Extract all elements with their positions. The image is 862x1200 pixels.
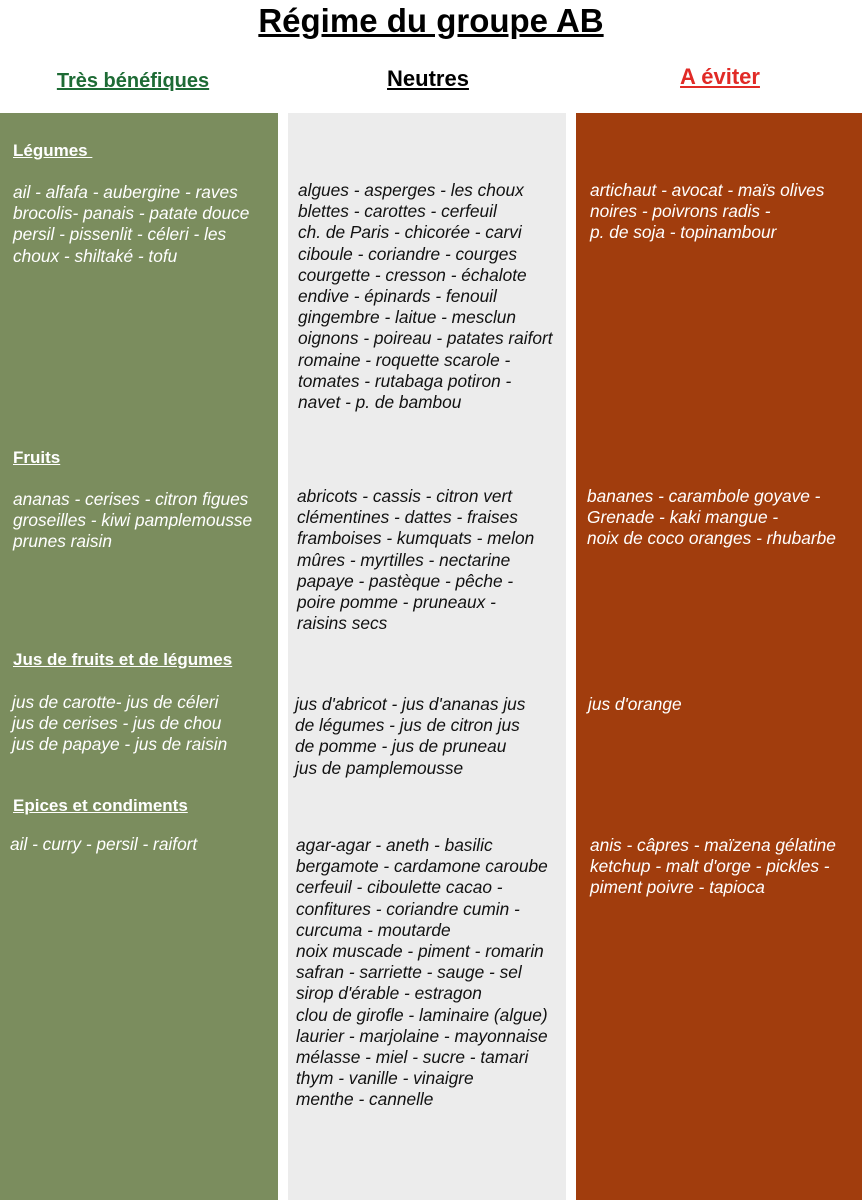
jus-avoid-list: jus d'orange xyxy=(588,694,682,714)
epices-avoid-list: anis - câpres - maïzena gélatine ketchup - malt d'orge - pickles - piment poivre - tapioca xyxy=(590,835,836,898)
fruits-neutral-list: abricots - cassis - citron vert clémentines - dattes - fraises framboises - kumquats - melon mûres - myrtilles - nectarine papaye - pastèque - pêche - poire pomme - pruneaux - raisins secs xyxy=(297,486,535,634)
column-header-avoid: A éviter xyxy=(680,64,760,89)
section-heading-jus: Jus de fruits et de légumes xyxy=(13,650,233,669)
page-title: Régime du groupe AB xyxy=(258,2,604,39)
epices-beneficial-list: ail - curry - persil - raifort xyxy=(10,834,198,854)
jus-neutral-list: jus d'abricot - jus d'ananas jus de légumes - jus de citron jus de pomme - jus de pruneau jus de pamplemousse xyxy=(295,694,526,778)
legumes-avoid-list: artichaut - avocat - maïs olives noires - poivrons radis - p. de soja - topinambour xyxy=(590,180,825,243)
section-heading-fruits: Fruits xyxy=(13,448,61,467)
legumes-beneficial-list: ail - alfafa - aubergine - raves brocolis- panais - patate douce persil - pissenlit - céleri - les choux - shiltaké - tofu xyxy=(13,182,250,266)
fruits-beneficial-list: ananas - cerises - citron figues groseilles - kiwi pamplemousse prunes raisin xyxy=(13,489,253,552)
avoid-column xyxy=(576,113,862,1200)
column-header-beneficial: Très bénéfiques xyxy=(56,70,210,92)
legumes-neutral-list: algues - asperges - les choux blettes - carottes - cerfeuil ch. de Paris - chicorée - carvi ciboule - coriandre - courges courgette - cresson - échalote endive - épinards - fenouil gingembre - laitue - mesclun oignons - poireau - patates raifort romaine - roquette scarole - tomates - rutabaga potiron - navet - p. de bambou xyxy=(298,180,553,413)
column-header-neutral: Neutres xyxy=(387,66,469,91)
epices-neutral-list: agar-agar - aneth - basilic bergamote - cardamone caroube cerfeuil - ciboulette cacao - confitures - coriandre cumin - curcuma - moutarde noix muscade - piment - romarin safran - sarriette - sauge - sel sirop d'érable - estragon clou de girofle - laminaire (algue) laurier - marjolaine - mayonnaise mélasse - miel - sucre - tamari thym - vanille - vinaigre menthe - cannelle xyxy=(296,835,548,1110)
section-heading-epices: Epices et condiments xyxy=(13,796,188,815)
fruits-avoid-list: bananes - carambole goyave - Grenade - kaki mangue - noix de coco oranges - rhubarbe xyxy=(587,486,836,549)
section-heading-legumes: Légumes xyxy=(13,141,93,160)
jus-beneficial-list: jus de carotte- jus de céleri jus de cerises - jus de chou jus de papaye - jus de raisin xyxy=(12,692,228,755)
